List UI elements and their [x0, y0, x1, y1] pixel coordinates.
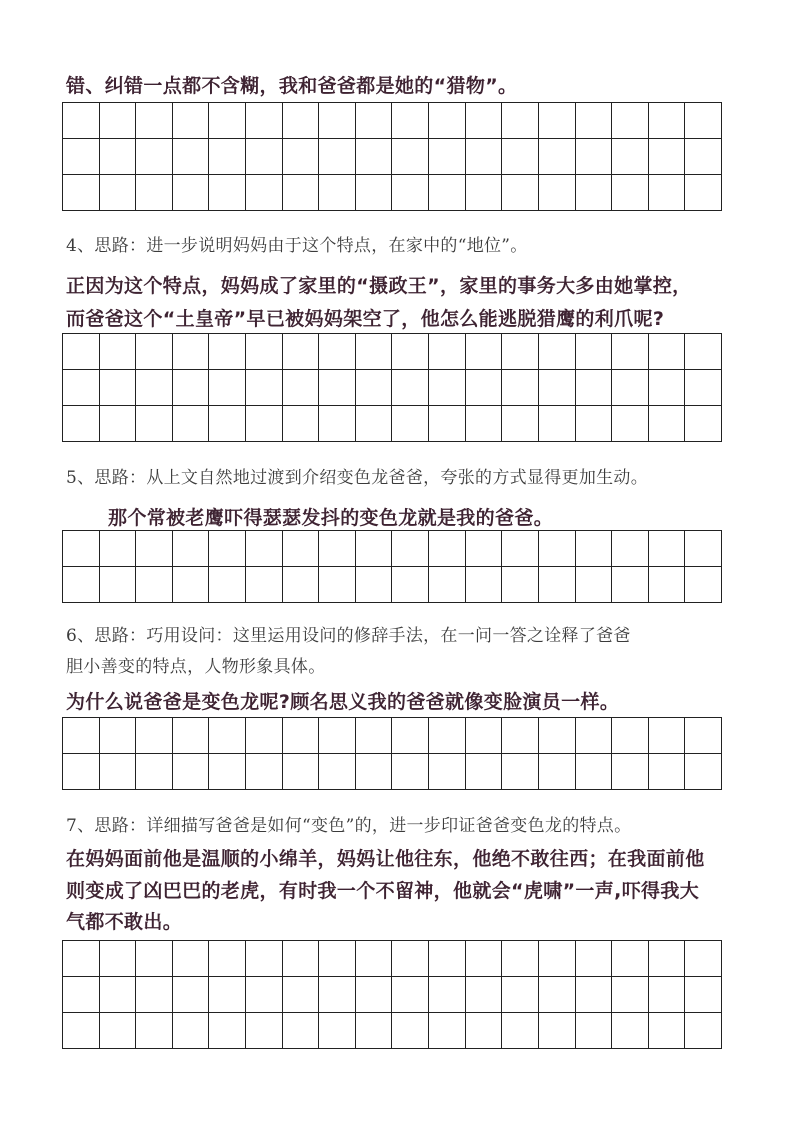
grid-cell[interactable] [63, 754, 100, 790]
grid-cell[interactable] [173, 1013, 210, 1049]
grid-cell[interactable] [539, 175, 576, 211]
grid-cell[interactable] [246, 175, 283, 211]
section4-text-line-1: 正因为这个特点，妈妈成了家里的“摄政王”，家里的事务大多由她掌控， [66, 275, 692, 297]
grid-cell[interactable] [685, 531, 722, 567]
grid-cell[interactable] [319, 754, 356, 790]
grid-cell[interactable] [502, 334, 539, 370]
grid-cell[interactable] [319, 941, 356, 977]
grid-cell[interactable] [319, 977, 356, 1013]
grid-cell[interactable] [539, 370, 576, 406]
grid-cell[interactable] [283, 977, 320, 1013]
grid-cell[interactable] [356, 567, 393, 603]
grid-cell[interactable] [612, 718, 649, 754]
grid-cell[interactable] [612, 103, 649, 139]
grid-cell[interactable] [392, 334, 429, 370]
grid-cell[interactable] [576, 334, 613, 370]
grid-cell[interactable] [63, 567, 100, 603]
grid-cell[interactable] [173, 941, 210, 977]
grid-cell[interactable] [392, 567, 429, 603]
grid-cell[interactable] [136, 334, 173, 370]
grid-cell[interactable] [576, 1013, 613, 1049]
grid-cell[interactable] [466, 1013, 503, 1049]
grid-cell[interactable] [649, 175, 686, 211]
grid-cell[interactable] [319, 406, 356, 442]
grid-cell[interactable] [392, 531, 429, 567]
grid-cell[interactable] [136, 406, 173, 442]
section7-note: 7、思路：详细描写爸爸是如何“变色”的，进一步印证爸爸变色龙的特点。 [66, 816, 632, 836]
grid-cell[interactable] [466, 977, 503, 1013]
grid-cell[interactable] [100, 139, 137, 175]
grid-cell[interactable] [466, 406, 503, 442]
grid-cell[interactable] [319, 718, 356, 754]
grid-cell[interactable] [173, 334, 210, 370]
grid-cell[interactable] [319, 531, 356, 567]
grid-cell[interactable] [63, 941, 100, 977]
grid-cell[interactable] [209, 1013, 246, 1049]
grid-cell[interactable] [246, 567, 283, 603]
grid-cell[interactable] [502, 103, 539, 139]
grid-cell[interactable] [576, 370, 613, 406]
grid-cell[interactable] [246, 531, 283, 567]
grid-cell[interactable] [319, 139, 356, 175]
grid-cell[interactable] [63, 718, 100, 754]
grid-cell[interactable] [466, 103, 503, 139]
grid-cell[interactable] [429, 175, 466, 211]
grid-cell[interactable] [685, 941, 722, 977]
grid-cell[interactable] [429, 977, 466, 1013]
grid-cell[interactable] [612, 531, 649, 567]
grid-cell[interactable] [246, 1013, 283, 1049]
grid-cell[interactable] [392, 1013, 429, 1049]
grid-cell[interactable] [649, 1013, 686, 1049]
section6-note-line-2: 胆小善变的特点，人物形象具体。 [66, 657, 326, 677]
grid-cell[interactable] [576, 139, 613, 175]
grid-cell[interactable] [612, 1013, 649, 1049]
grid-cell[interactable] [685, 139, 722, 175]
grid-cell[interactable] [649, 370, 686, 406]
grid-cell[interactable] [649, 941, 686, 977]
grid-cell[interactable] [392, 406, 429, 442]
grid-cell[interactable] [100, 941, 137, 977]
grid-cell[interactable] [63, 531, 100, 567]
grid-cell[interactable] [63, 103, 100, 139]
section6-text-line-1: 为什么说爸爸是变色龙呢?顾名思义我的爸爸就像变脸演员一样。 [66, 691, 620, 713]
grid-cell[interactable] [429, 567, 466, 603]
grid-cell[interactable] [209, 754, 246, 790]
grid-cell[interactable] [246, 139, 283, 175]
grid-cell[interactable] [246, 754, 283, 790]
grid-cell[interactable] [63, 1013, 100, 1049]
grid-cell[interactable] [539, 139, 576, 175]
grid-cell[interactable] [356, 406, 393, 442]
grid-cell[interactable] [429, 1013, 466, 1049]
grid-cell[interactable] [466, 370, 503, 406]
grid-cell[interactable] [539, 941, 576, 977]
grid-cell[interactable] [612, 406, 649, 442]
grid-cell[interactable] [283, 406, 320, 442]
grid-cell[interactable] [576, 103, 613, 139]
grid-cell[interactable] [392, 977, 429, 1013]
grid-cell[interactable] [319, 334, 356, 370]
grid-cell[interactable] [576, 941, 613, 977]
grid-cell[interactable] [685, 977, 722, 1013]
grid-cell[interactable] [136, 567, 173, 603]
grid-cell[interactable] [100, 103, 137, 139]
grid-cell[interactable] [283, 567, 320, 603]
grid-cell[interactable] [466, 334, 503, 370]
grid-cell[interactable] [100, 370, 137, 406]
grid-cell[interactable] [209, 370, 246, 406]
grid-cell[interactable] [612, 567, 649, 603]
grid-cell[interactable] [392, 175, 429, 211]
grid-cell[interactable] [466, 718, 503, 754]
section4-text-line-2: 而爸爸这个“土皇帝”早已被妈妈架空了，他怎么能逃脱猎鹰的利爪呢? [66, 308, 665, 330]
grid-cell[interactable] [502, 175, 539, 211]
grid-cell[interactable] [392, 139, 429, 175]
grid-cell[interactable] [356, 718, 393, 754]
grid-cell[interactable] [173, 567, 210, 603]
grid-cell[interactable] [392, 718, 429, 754]
grid-cell[interactable] [685, 175, 722, 211]
grid-cell[interactable] [356, 103, 393, 139]
grid-cell[interactable] [136, 1013, 173, 1049]
grid-cell[interactable] [173, 175, 210, 211]
grid-cell[interactable] [173, 139, 210, 175]
grid-cell[interactable] [685, 754, 722, 790]
grid-cell[interactable] [100, 567, 137, 603]
grid-cell[interactable] [209, 334, 246, 370]
grid-cell[interactable] [612, 941, 649, 977]
grid-cell[interactable] [539, 531, 576, 567]
grid-cell[interactable] [209, 718, 246, 754]
grid-cell[interactable] [466, 754, 503, 790]
grid-cell[interactable] [649, 754, 686, 790]
grid-cell[interactable] [502, 370, 539, 406]
grid-cell[interactable] [539, 103, 576, 139]
writing-grid-3[interactable] [62, 530, 722, 603]
grid-cell[interactable] [612, 139, 649, 175]
grid-cell[interactable] [466, 175, 503, 211]
grid-cell[interactable] [466, 567, 503, 603]
grid-cell[interactable] [685, 1013, 722, 1049]
grid-cell[interactable] [319, 103, 356, 139]
grid-cell[interactable] [209, 175, 246, 211]
grid-cell[interactable] [100, 406, 137, 442]
grid-cell[interactable] [356, 334, 393, 370]
grid-cell[interactable] [356, 754, 393, 790]
writing-grid-4[interactable] [62, 717, 722, 790]
grid-cell[interactable] [136, 139, 173, 175]
grid-cell[interactable] [319, 1013, 356, 1049]
grid-cell[interactable] [612, 754, 649, 790]
grid-cell[interactable] [685, 370, 722, 406]
section5-text-line-1: 那个常被老鹰吓得瑟瑟发抖的变色龙就是我的爸爸。 [108, 507, 554, 529]
grid-cell[interactable] [136, 977, 173, 1013]
section5-note: 5、思路：从上文自然地过渡到介绍变色龙爸爸，夸张的方式显得更加生动。 [66, 468, 649, 488]
grid-cell[interactable] [392, 754, 429, 790]
grid-cell[interactable] [136, 175, 173, 211]
grid-cell[interactable] [502, 754, 539, 790]
grid-cell[interactable] [466, 941, 503, 977]
grid-cell[interactable] [319, 370, 356, 406]
writing-grid-5[interactable] [62, 940, 722, 1049]
grid-cell[interactable] [136, 718, 173, 754]
grid-cell[interactable] [63, 406, 100, 442]
grid-cell[interactable] [283, 370, 320, 406]
grid-cell[interactable] [283, 139, 320, 175]
grid-cell[interactable] [246, 406, 283, 442]
grid-cell[interactable] [63, 139, 100, 175]
grid-cell[interactable] [576, 531, 613, 567]
grid-cell[interactable] [173, 406, 210, 442]
grid-cell[interactable] [356, 941, 393, 977]
grid-cell[interactable] [502, 718, 539, 754]
grid-cell[interactable] [246, 370, 283, 406]
grid-cell[interactable] [63, 175, 100, 211]
grid-cell[interactable] [539, 754, 576, 790]
grid-cell[interactable] [173, 718, 210, 754]
grid-cell[interactable] [649, 977, 686, 1013]
grid-cell[interactable] [283, 941, 320, 977]
grid-cell[interactable] [429, 370, 466, 406]
grid-cell[interactable] [246, 334, 283, 370]
grid-cell[interactable] [319, 567, 356, 603]
grid-cell[interactable] [209, 531, 246, 567]
grid-cell[interactable] [502, 1013, 539, 1049]
grid-cell[interactable] [283, 1013, 320, 1049]
grid-cell[interactable] [136, 754, 173, 790]
grid-cell[interactable] [100, 754, 137, 790]
grid-cell[interactable] [649, 139, 686, 175]
grid-cell[interactable] [576, 567, 613, 603]
grid-cell[interactable] [649, 718, 686, 754]
grid-cell[interactable] [612, 334, 649, 370]
grid-cell[interactable] [429, 941, 466, 977]
grid-cell[interactable] [246, 941, 283, 977]
grid-cell[interactable] [100, 1013, 137, 1049]
grid-cell[interactable] [392, 370, 429, 406]
grid-cell[interactable] [429, 406, 466, 442]
grid-cell[interactable] [209, 103, 246, 139]
grid-cell[interactable] [685, 567, 722, 603]
grid-cell[interactable] [173, 754, 210, 790]
grid-cell[interactable] [173, 103, 210, 139]
grid-cell[interactable] [209, 406, 246, 442]
grid-cell[interactable] [392, 103, 429, 139]
grid-cell[interactable] [136, 531, 173, 567]
grid-cell[interactable] [576, 175, 613, 211]
grid-cell[interactable] [283, 103, 320, 139]
grid-cell[interactable] [649, 567, 686, 603]
section4-note: 4、思路：进一步说明妈妈由于这个特点，在家中的“地位”。 [66, 236, 528, 256]
grid-cell[interactable] [685, 718, 722, 754]
grid-cell[interactable] [319, 175, 356, 211]
grid-cell[interactable] [502, 941, 539, 977]
grid-cell[interactable] [429, 754, 466, 790]
grid-cell[interactable] [209, 977, 246, 1013]
grid-cell[interactable] [649, 334, 686, 370]
grid-cell[interactable] [209, 567, 246, 603]
grid-cell[interactable] [429, 531, 466, 567]
grid-cell[interactable] [576, 718, 613, 754]
grid-cell[interactable] [173, 370, 210, 406]
grid-cell[interactable] [136, 370, 173, 406]
grid-cell[interactable] [429, 334, 466, 370]
section7-text-line-2: 则变成了凶巴巴的老虎，有时我一个不留神，他就会“虎啸”一声,吓得我大 [66, 880, 700, 902]
grid-cell[interactable] [649, 103, 686, 139]
grid-cell[interactable] [283, 531, 320, 567]
grid-cell[interactable] [246, 977, 283, 1013]
grid-cell[interactable] [429, 103, 466, 139]
writing-grid-2[interactable] [62, 333, 722, 442]
grid-cell[interactable] [576, 977, 613, 1013]
grid-cell[interactable] [246, 718, 283, 754]
grid-cell[interactable] [649, 406, 686, 442]
grid-cell[interactable] [612, 175, 649, 211]
section6-note-line-1: 6、思路：巧用设问：这里运用设问的修辞手法，在一问一答之诠释了爸爸 [66, 626, 631, 646]
grid-cell[interactable] [356, 370, 393, 406]
grid-cell[interactable] [283, 754, 320, 790]
grid-cell[interactable] [100, 175, 137, 211]
grid-cell[interactable] [356, 175, 393, 211]
grid-cell[interactable] [136, 941, 173, 977]
grid-cell[interactable] [100, 718, 137, 754]
section7-text-line-3: 气都不敢出。 [66, 911, 183, 933]
grid-cell[interactable] [502, 139, 539, 175]
grid-cell[interactable] [173, 977, 210, 1013]
grid-cell[interactable] [539, 567, 576, 603]
grid-cell[interactable] [173, 531, 210, 567]
grid-cell[interactable] [612, 977, 649, 1013]
grid-cell[interactable] [539, 334, 576, 370]
grid-cell[interactable] [502, 531, 539, 567]
grid-cell[interactable] [63, 977, 100, 1013]
writing-grid-1[interactable] [62, 102, 722, 211]
grid-cell[interactable] [356, 531, 393, 567]
grid-cell[interactable] [576, 754, 613, 790]
grid-cell[interactable] [246, 103, 283, 139]
grid-cell[interactable] [612, 370, 649, 406]
grid-cell[interactable] [100, 334, 137, 370]
grid-cell[interactable] [539, 406, 576, 442]
grid-cell[interactable] [576, 406, 613, 442]
grid-cell[interactable] [63, 370, 100, 406]
grid-cell[interactable] [539, 977, 576, 1013]
grid-cell[interactable] [100, 977, 137, 1013]
grid-cell[interactable] [356, 1013, 393, 1049]
grid-cell[interactable] [209, 941, 246, 977]
grid-cell[interactable] [392, 941, 429, 977]
grid-cell[interactable] [356, 139, 393, 175]
grid-cell[interactable] [502, 977, 539, 1013]
grid-cell[interactable] [539, 718, 576, 754]
grid-cell[interactable] [136, 103, 173, 139]
grid-cell[interactable] [466, 531, 503, 567]
grid-cell[interactable] [685, 103, 722, 139]
grid-cell[interactable] [685, 406, 722, 442]
intro-text-line: 错、纠错一点都不含糊，我和爸爸都是她的“猎物”。 [66, 75, 518, 97]
grid-cell[interactable] [466, 139, 503, 175]
grid-cell[interactable] [685, 334, 722, 370]
section7-text-line-1: 在妈妈面前他是温顺的小绵羊，妈妈让他往东，他绝不敢往西；在我面前他 [66, 848, 705, 870]
grid-cell[interactable] [429, 718, 466, 754]
grid-cell[interactable] [502, 406, 539, 442]
grid-cell[interactable] [283, 718, 320, 754]
grid-cell[interactable] [429, 139, 466, 175]
grid-cell[interactable] [539, 1013, 576, 1049]
grid-cell[interactable] [63, 334, 100, 370]
grid-cell[interactable] [100, 531, 137, 567]
grid-cell[interactable] [283, 175, 320, 211]
grid-cell[interactable] [209, 139, 246, 175]
grid-cell[interactable] [649, 531, 686, 567]
grid-cell[interactable] [283, 334, 320, 370]
grid-cell[interactable] [502, 567, 539, 603]
grid-cell[interactable] [356, 977, 393, 1013]
